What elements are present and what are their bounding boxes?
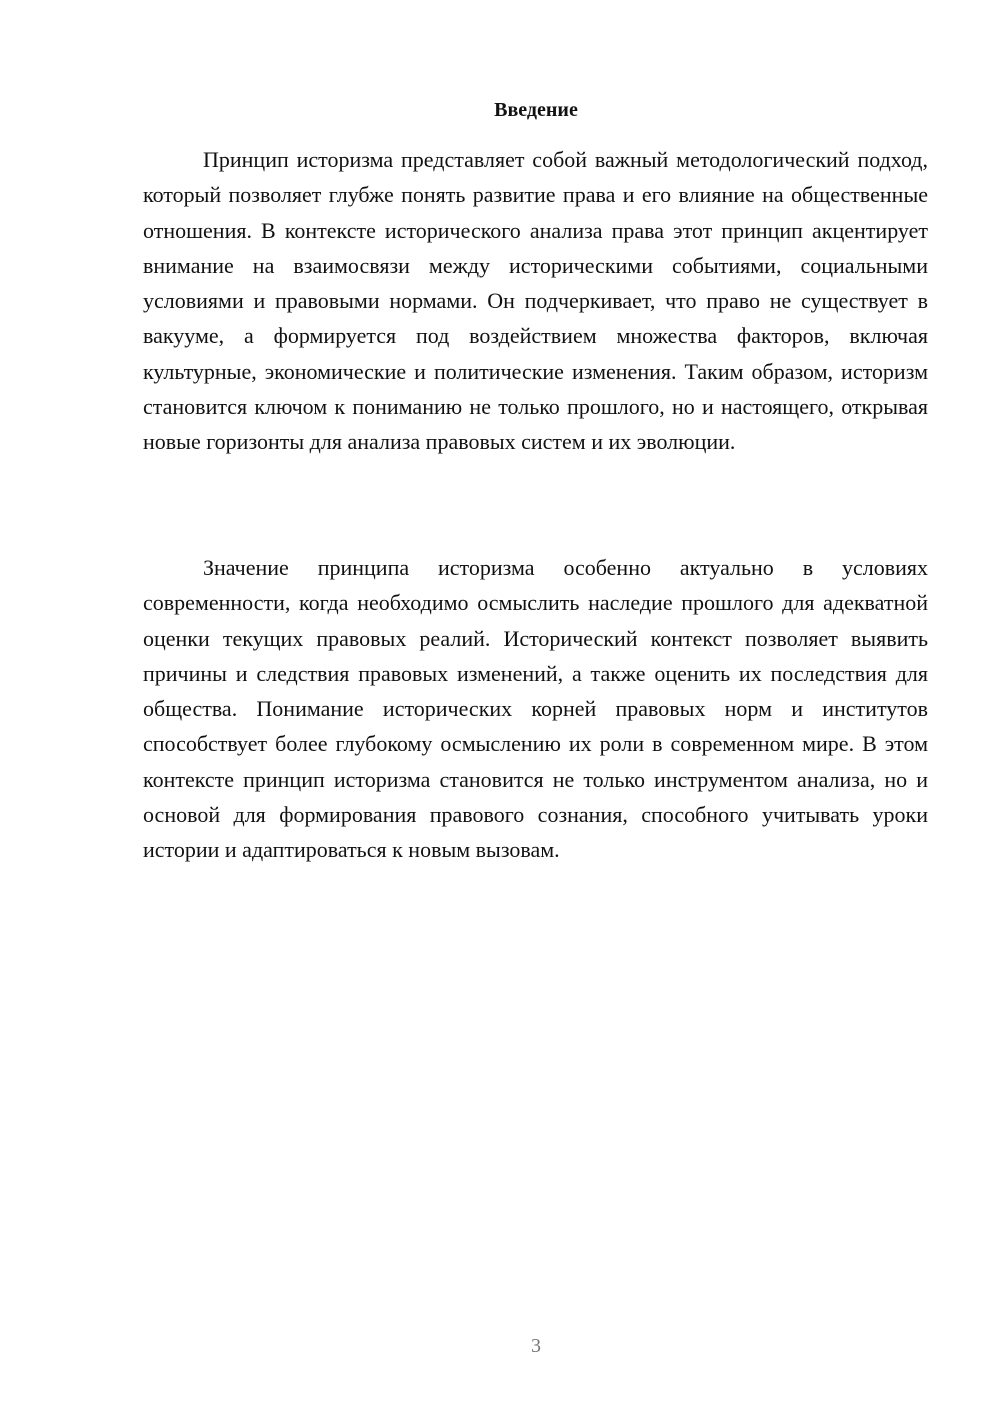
- paragraph-intro: Принцип историзма представляет собой важный методологический подход, который позволяет глубже понять развитие права и его влияние на общественные отношения. В контексте исторического анализа права этот принцип акцентирует внимание на взаимосвязи между историческими событиями, социальными условиями и правовыми нормами. Он подчеркивает, что право не существует в вакууме, а формируется под воздействием множества факторов, включая культурные, экономические и политические изменения. Таким образом, историзм становится ключом к пониманию не только прошлого, но и настоящего, открывая новые горизонты для анализа правовых систем и их эволюции.: [143, 147, 928, 455]
- section-heading: Введение: [494, 99, 578, 121]
- page-number: 3: [531, 1335, 541, 1357]
- paragraph-significance: Значение принципа историзма особенно актуально в условиях современности, когда необходимо осмыслить наследие прошлого для адекватной оценки текущих правовых реалий. Исторический контекст позволяет выявить причины и следствия правовых изменений, а также оценить их последствия для общества. Понимание исторических корней правовых норм и институтов способствует более глубокому осмыслению их роли в современном мире. В этом контексте принцип историзма становится не только инструментом анализа, но и основой для формирования правового сознания, способного учитывать уроки истории и адаптироваться к новым вызовам.: [143, 555, 928, 863]
